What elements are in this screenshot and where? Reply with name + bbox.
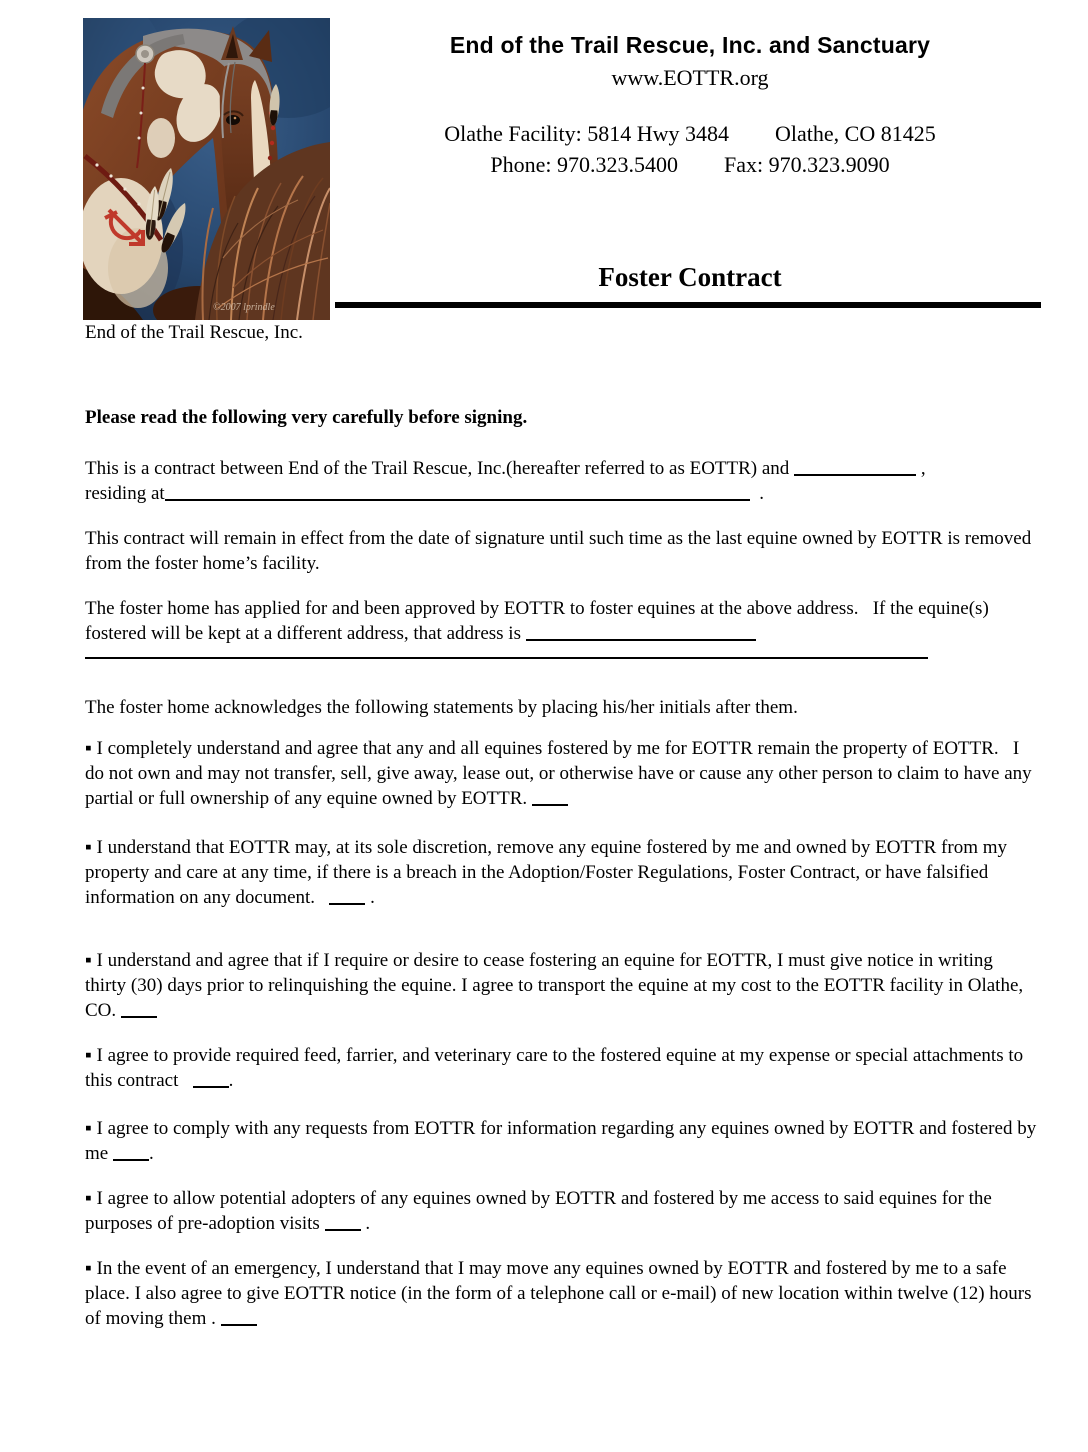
bullet-removal: ▪ I understand that EOTTR may, at its sole discretion, remove any equine fostered by me and owned by EOTTR from my property and care at any time, if there is a breach in the Adoption/Foster Regulations, Foster Contract, or have falsified information on any document. . (85, 837, 1012, 908)
bullet-cease-fostering: ▪ I understand and agree that if I require or desire to cease fostering an equine for EOTTR, I must give notice in writing thirty (30) days prior to relinquishing the equine. I agree to transport the equine at my cost to the EOTTR facility in Olathe, CO. (85, 950, 1028, 1021)
alt-address-blank-1 (526, 626, 756, 641)
initials-blank-7 (221, 1311, 257, 1326)
initials-blank-1 (532, 791, 568, 806)
bullet-adopter-access: ▪ I agree to allow potential adopters of any equines owned by EOTTR and fostered by me access to said equines for the purposes of pre-adoption visits . (85, 1188, 997, 1234)
acknowledge-line: The foster home acknowledges the following statements by placing his/her initials after them. (85, 697, 798, 718)
term-paragraph: This contract will remain in effect from the date of signature until such time as the last equine owned by EOTTR is removed from the foster home’s facility. (85, 528, 1036, 574)
fax-number: Fax: 970.323.9090 (724, 152, 890, 177)
title-rule (335, 302, 1041, 308)
bullet-information: ▪ I agree to comply with any requests from EOTTR for information regarding any equines owned by EOTTR and fostered by me . (85, 1118, 1041, 1164)
bullet-ownership: ▪ I completely understand and agree that any and all equines fostered by me for EOTTR remain the property of EOTTR. I do not own and may not transfer, sell, give away, lease out, or otherwise have or cause any other person to claim to have any partial or full ownership of any equine owned by EOTTR. (85, 738, 1037, 809)
facility-city: Olathe, CO 81425 (775, 121, 936, 146)
notice-line: Please read the following very carefully before signing. (85, 407, 528, 428)
initials-blank-3 (121, 1003, 157, 1018)
horse-painting-image (83, 18, 330, 320)
website-url: www.EOTTR.org (611, 65, 769, 90)
bullet-emergency: ▪ In the event of an emergency, I understand that I may move any equines owned by EOTTR and fostered by me to a safe place. I also agree to give EOTTR notice (in the form of a telephone call or e-mail) of new location within twelve (12) hours of moving them . (85, 1258, 1037, 1329)
document-header (0, 0, 1088, 320)
initials-blank-4 (193, 1073, 229, 1088)
initials-blank-5 (113, 1146, 149, 1161)
org-name: End of the Trail Rescue, Inc. and Sanctuary (449, 32, 931, 58)
foster-address-paragraph: The foster home has applied for and been approved by EOTTR to foster equines at the above address. If the equine(s) fostered will be kept at a different address, that address is (85, 598, 994, 644)
document-title: Foster Contract (598, 262, 782, 292)
alt-address-blank-2 (85, 656, 928, 659)
bullet-care: ▪ I agree to provide required feed, farrier, and veterinary care to the fostered equine at my expense or special attachments to this contract . (85, 1045, 1028, 1091)
org-line: End of the Trail Rescue, Inc. (85, 322, 303, 343)
residence-address-blank (165, 486, 750, 501)
contact-line (340, 149, 1040, 180)
initials-blank-6 (325, 1216, 361, 1231)
intro-paragraph: This is a contract between End of the Trail Rescue, Inc.(hereafter referred to as EOTTR) and , residing at . (85, 458, 926, 504)
initials-blank-2 (329, 890, 365, 905)
contract-body (0, 320, 1088, 1331)
header-text-block (340, 30, 1040, 180)
facility-address-line (340, 118, 1040, 149)
facility-address: Olathe Facility: 5814 Hwy 3484 (444, 121, 730, 146)
image-watermark: ©2007 lprindle (213, 302, 275, 313)
party-name-blank (794, 461, 916, 476)
phone-number: Phone: 970.323.5400 (490, 152, 678, 177)
